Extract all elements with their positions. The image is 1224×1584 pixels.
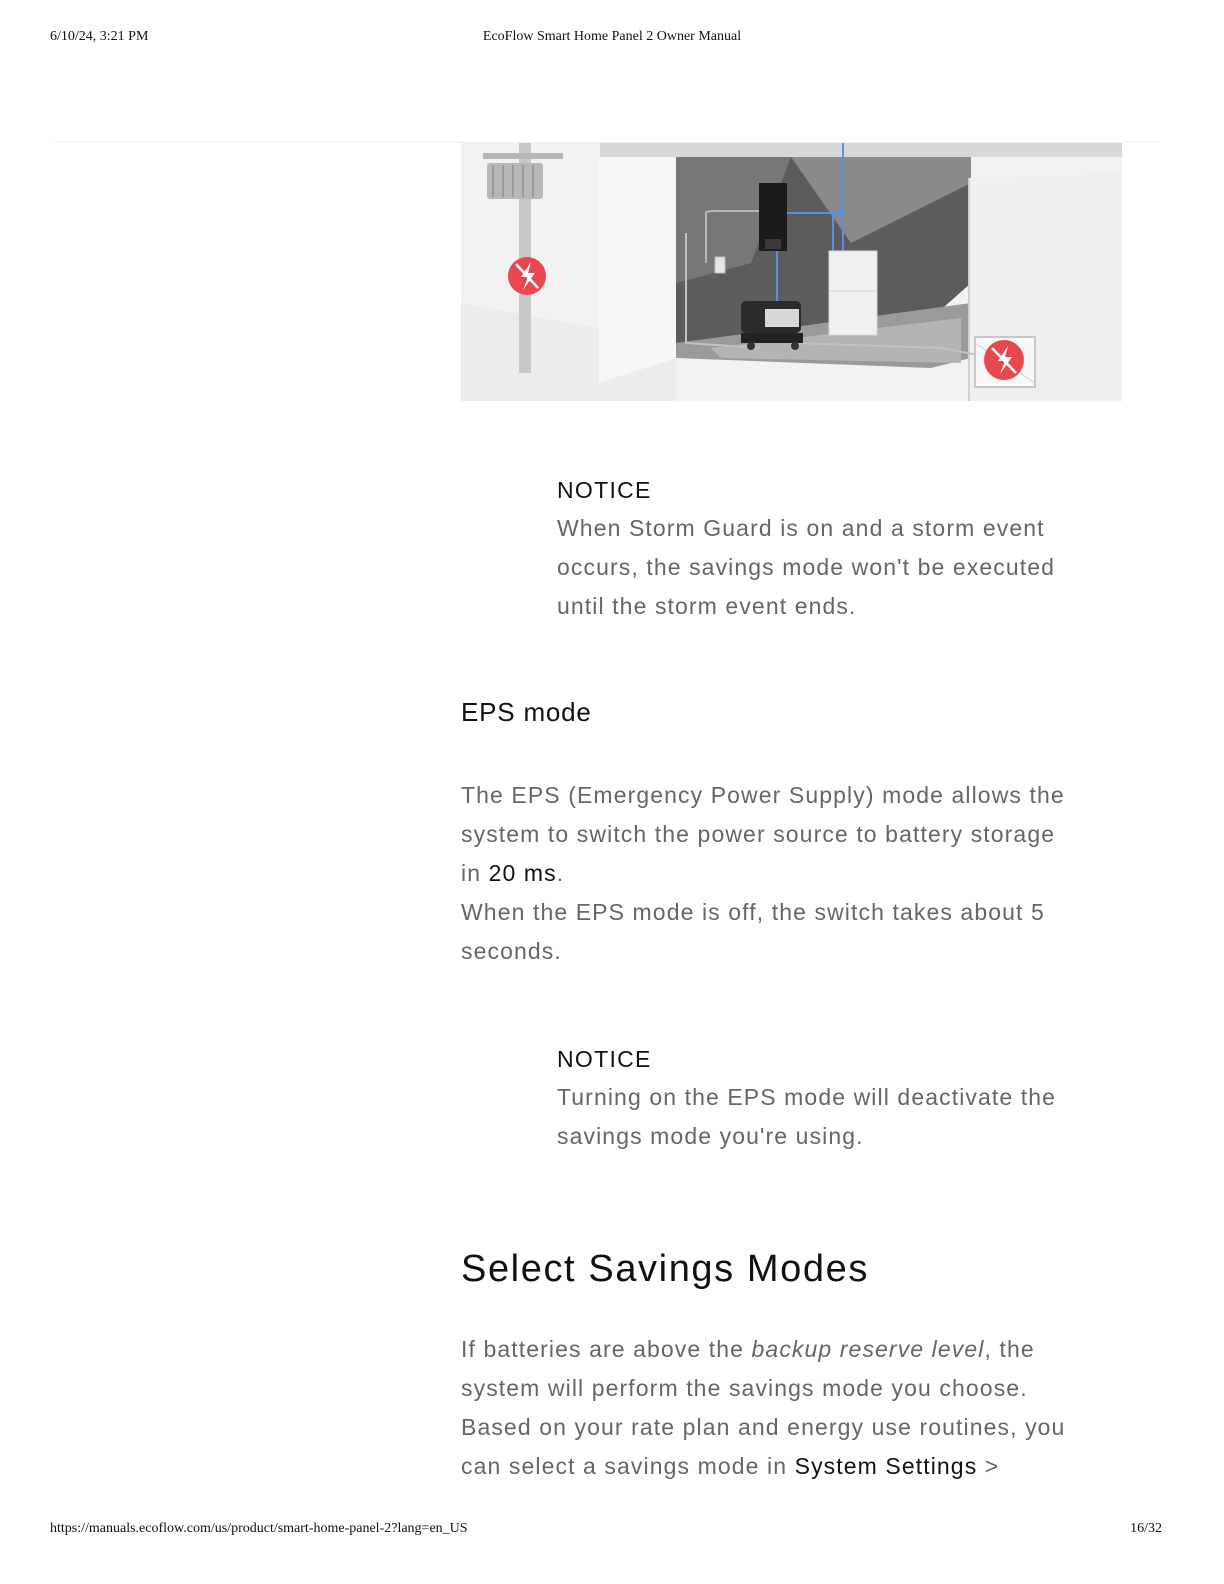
eps-description: [461, 776, 1126, 971]
text-fragment: in: [461, 860, 489, 886]
switch-time-value: 20 ms: [488, 860, 557, 886]
paragraph-line: system to switch the power source to battery storage: [461, 821, 1056, 847]
page-number: 16/32: [1130, 1521, 1162, 1536]
notice-line: When Storm Guard is on and a storm event: [557, 515, 1045, 541]
notice-storm-guard: [557, 471, 1117, 626]
print-datetime: 6/10/24, 3:21 PM: [50, 29, 149, 44]
paragraph-line: The EPS (Emergency Power Supply) mode allows the: [461, 782, 1065, 808]
paragraph-line: seconds.: [461, 938, 562, 964]
house-backup-diagram: [461, 143, 1122, 401]
backup-illustration: [461, 143, 1122, 401]
paragraph-line: system will perform the savings mode you choose.: [461, 1375, 1028, 1401]
generator-off-icon: [984, 340, 1024, 380]
text-fragment: If batteries are above the: [461, 1336, 752, 1362]
print-doc-title: EcoFlow Smart Home Panel 2 Owner Manual: [482, 29, 742, 44]
print-url: https://manuals.ecoflow.com/us/product/smart-home-panel-2?lang=en_US: [50, 1521, 468, 1536]
notice-text: [557, 1078, 1117, 1156]
print-header: [0, 29, 1224, 49]
notice-line: savings mode you're using.: [557, 1123, 864, 1149]
notice-eps: [557, 1040, 1117, 1156]
eps-mode-heading: EPS mode: [461, 697, 592, 727]
print-footer: [0, 1521, 1224, 1541]
notice-line: until the storm event ends.: [557, 593, 857, 619]
paragraph-line: Based on your rate plan and energy use routines, you: [461, 1414, 1066, 1440]
text-fragment: .: [556, 860, 565, 886]
savings-description: [461, 1330, 1126, 1486]
notice-line: occurs, the savings mode won't be executed: [557, 554, 1056, 580]
paragraph-line: [461, 1330, 1126, 1369]
paragraph-line: [461, 1447, 1126, 1486]
system-settings-link[interactable]: System Settings: [794, 1453, 978, 1479]
notice-title: NOTICE: [557, 1046, 652, 1072]
notice-line: Turning on the EPS mode will deactivate the: [557, 1084, 1057, 1110]
notice-text: [557, 509, 1117, 626]
paragraph-line: [461, 854, 1126, 893]
grid-off-icon: [508, 257, 546, 295]
text-fragment: can select a savings mode in: [461, 1453, 795, 1479]
notice-title: NOTICE: [557, 477, 652, 503]
paragraph-line: When the EPS mode is off, the switch takes about 5: [461, 899, 1045, 925]
text-fragment: >: [977, 1453, 1000, 1479]
backup-reserve-term: backup reserve level: [751, 1336, 985, 1362]
select-savings-modes-heading: Select Savings Modes: [461, 1248, 869, 1290]
text-fragment: , the: [984, 1336, 1035, 1362]
